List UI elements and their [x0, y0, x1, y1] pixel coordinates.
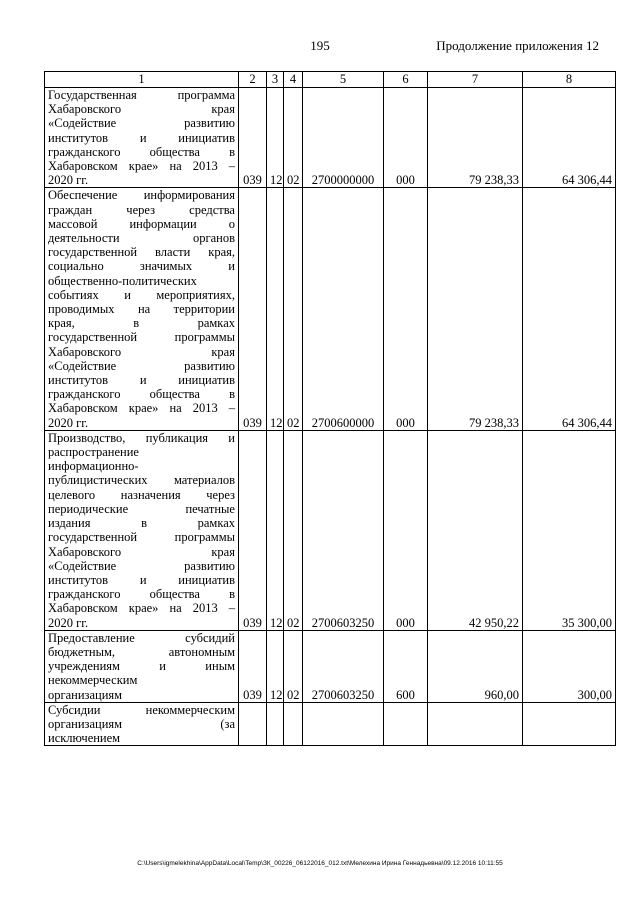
subsection-code: 02 [284, 430, 303, 630]
description-line: периодические печатные [48, 501, 235, 516]
target-article-code [303, 702, 384, 746]
description-line: Хабаровского края [48, 544, 235, 559]
amount-col7: 960,00 [428, 630, 523, 702]
description-line: «Содействие развитию [48, 116, 235, 131]
subsection-code: 02 [284, 630, 303, 702]
appendix-label: Продолжение приложения 12 [436, 38, 599, 53]
chapter-code [239, 702, 267, 746]
amount-col7 [428, 702, 523, 746]
column-header: 1 [45, 72, 239, 88]
row-description [45, 702, 239, 746]
column-header: 6 [384, 72, 428, 88]
table-row [45, 188, 616, 430]
description-line: событиях и мероприятиях, [48, 287, 235, 302]
description-line: государственной власти края, [48, 245, 235, 260]
description-line: «Содействие развитию [48, 558, 235, 573]
chapter-code: 039 [239, 188, 267, 430]
description-line: некоммерческим [48, 673, 138, 688]
description-line: Государственная программа [48, 88, 235, 102]
expense-type-code [384, 702, 428, 746]
description-line: публицистических материалов [48, 473, 235, 488]
description-line: проводимых на территории [48, 302, 235, 317]
budget-table [44, 71, 616, 746]
row-description [45, 88, 239, 188]
row-description [45, 188, 239, 430]
description-line: Хабаровского края [48, 344, 235, 359]
section-code [267, 702, 284, 746]
amount-col8 [523, 702, 616, 746]
target-article-code: 2700603250 [303, 630, 384, 702]
description-line: институтов и инициатив [48, 130, 235, 145]
header-row [45, 72, 616, 88]
description-line: информационно- [48, 459, 139, 474]
table-row [45, 702, 616, 746]
page-number: 195 [310, 38, 330, 53]
description-line: края, в рамках [48, 316, 235, 331]
chapter-code: 039 [239, 630, 267, 702]
description-line: Предоставление субсидий [48, 630, 235, 645]
subsection-code: 02 [284, 188, 303, 430]
section-code: 12 [267, 188, 284, 430]
amount-col8: 64 306,44 [523, 88, 616, 188]
description-line: массовой информации о [48, 216, 235, 231]
description-line: граждан через средства [48, 202, 235, 217]
description-line: «Содействие развитию [48, 358, 235, 373]
description-line: Обеспечение информирования [48, 188, 235, 203]
description-line: государственной программы [48, 530, 235, 545]
description-line: деятельности органов [48, 231, 235, 246]
description-line: гражданского общества в [48, 387, 235, 402]
row-description [45, 430, 239, 630]
description-line: 2020 гг. [48, 173, 89, 188]
description-line: Производство, публикация и [48, 430, 235, 445]
column-header: 2 [239, 72, 267, 88]
description-line: организациям [48, 687, 123, 702]
description-line: учреждениям и иным [48, 659, 235, 674]
table-row [45, 430, 616, 630]
chapter-code: 039 [239, 430, 267, 630]
table-row [45, 630, 616, 702]
description-line: организациям (за [48, 716, 235, 731]
document-footer-path: C:\Users\igmelekhina\AppData\Local\Temp\ЗК_00226_06122016_012.txt\Мелехина Ирина Геннадьевна\09.12.2016 10:11:55 [137, 860, 503, 867]
column-header: 5 [303, 72, 384, 88]
expense-type-code: 000 [384, 430, 428, 630]
description-line: Хабаровском крае» на 2013 – [48, 601, 235, 616]
description-line: государственной программы [48, 330, 235, 345]
target-article-code: 2700600000 [303, 188, 384, 430]
subsection-code: 02 [284, 88, 303, 188]
section-code: 12 [267, 430, 284, 630]
expense-type-code: 600 [384, 630, 428, 702]
column-header: 7 [428, 72, 523, 88]
description-line: институтов и инициатив [48, 373, 235, 388]
subsection-code [284, 702, 303, 746]
description-line: Хабаровском крае» на 2013 – [48, 401, 235, 416]
chapter-code: 039 [239, 88, 267, 188]
amount-col8: 35 300,00 [523, 430, 616, 630]
description-line: гражданского общества в [48, 144, 235, 159]
description-line: издания в рамках [48, 516, 235, 531]
target-article-code: 2700603250 [303, 430, 384, 630]
column-header: 4 [284, 72, 303, 88]
description-line: Хабаровском крае» на 2013 – [48, 159, 235, 174]
section-code: 12 [267, 630, 284, 702]
row-description [45, 630, 239, 702]
amount-col7: 42 950,22 [428, 430, 523, 630]
amount-col8: 300,00 [523, 630, 616, 702]
target-article-code: 2700000000 [303, 88, 384, 188]
description-line: общественно-политических [48, 273, 197, 288]
description-line: целевого назначения через [48, 487, 235, 502]
expense-type-code: 000 [384, 88, 428, 188]
description-line: институтов и инициатив [48, 572, 235, 587]
description-line: 2020 гг. [48, 415, 89, 430]
description-line: Хабаровского края [48, 102, 235, 117]
column-header: 3 [267, 72, 284, 88]
description-line: распространение [48, 445, 139, 460]
description-line: исключением [48, 731, 121, 746]
description-line: гражданского общества в [48, 587, 235, 602]
section-code: 12 [267, 88, 284, 188]
description-line: 2020 гг. [48, 615, 89, 630]
amount-col7: 79 238,33 [428, 88, 523, 188]
expense-type-code: 000 [384, 188, 428, 430]
amount-col7: 79 238,33 [428, 188, 523, 430]
description-line: социально значимых и [48, 259, 235, 274]
column-header: 8 [523, 72, 616, 88]
amount-col8: 64 306,44 [523, 188, 616, 430]
description-line: Субсидии некоммерческим [48, 702, 235, 717]
table-row [45, 88, 616, 188]
description-line: бюджетным, автономным [48, 644, 235, 659]
